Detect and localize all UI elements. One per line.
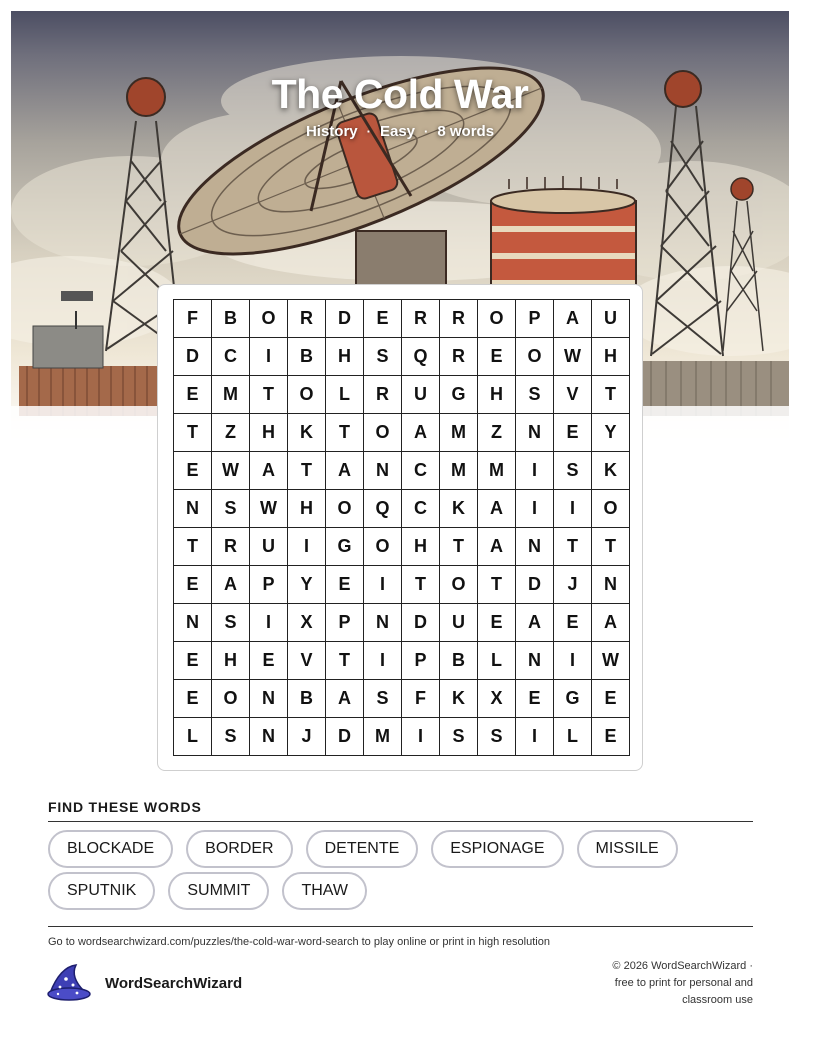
grid-cell[interactable]: E [516,680,554,718]
grid-cell[interactable]: T [592,376,630,414]
word-chip[interactable]: MISSILE [577,830,678,868]
grid-cell[interactable]: S [212,718,250,756]
difficulty-label: Easy [379,123,416,140]
grid-cell[interactable]: O [364,414,402,452]
grid-cell[interactable]: T [326,642,364,680]
word-row [48,872,753,910]
grid-cell[interactable]: V [554,376,592,414]
grid-cell[interactable]: H [592,338,630,376]
grid-cell[interactable]: M [478,452,516,490]
grid-cell[interactable]: B [288,338,326,376]
grid-cell[interactable]: M [364,718,402,756]
grid-cell[interactable]: I [364,642,402,680]
grid-cell[interactable]: X [478,680,516,718]
grid-cell[interactable]: N [174,604,212,642]
grid-cell[interactable]: W [554,338,592,376]
grid-cell[interactable]: M [440,414,478,452]
grid-cell[interactable]: I [516,452,554,490]
grid-cell[interactable]: A [250,452,288,490]
grid-cell[interactable]: L [326,376,364,414]
grid-cell[interactable]: R [364,376,402,414]
grid-cell[interactable]: K [440,680,478,718]
grid-cell[interactable]: L [478,642,516,680]
copyright-line: classroom use [682,994,753,1006]
grid-cell[interactable]: E [174,566,212,604]
grid-cell[interactable]: H [212,642,250,680]
grid-cell[interactable]: D [326,718,364,756]
grid-cell[interactable]: Z [212,414,250,452]
grid-cell[interactable]: W [592,642,630,680]
grid-cell[interactable]: F [174,300,212,338]
grid-cell[interactable]: S [364,338,402,376]
grid-cell[interactable]: H [326,338,364,376]
grid-cell[interactable]: E [592,680,630,718]
grid-cell[interactable]: E [174,680,212,718]
grid-cell[interactable]: R [402,300,440,338]
grid-cell[interactable]: E [554,604,592,642]
grid-cell[interactable]: H [250,414,288,452]
grid-cell[interactable]: P [402,642,440,680]
grid-cell[interactable]: O [364,528,402,566]
grid-cell[interactable]: A [326,452,364,490]
grid-cell[interactable]: E [174,642,212,680]
grid-cell[interactable]: B [212,300,250,338]
grid-cell[interactable]: N [364,452,402,490]
grid-cell[interactable]: P [326,604,364,642]
grid-cell[interactable]: G [326,528,364,566]
grid-cell[interactable]: T [174,528,212,566]
grid-cell[interactable]: A [478,490,516,528]
grid-cell[interactable]: J [288,718,326,756]
grid-cell[interactable]: K [440,490,478,528]
grid-cell[interactable]: C [212,338,250,376]
grid-cell[interactable]: E [174,452,212,490]
grid-cell[interactable]: R [440,338,478,376]
word-list [48,830,753,914]
play-online-link[interactable]: Go to wordsearchwizard.com/puzzles/the-cold-war-word-search to play online or print in high resolution [48,936,550,948]
brand-logo[interactable] [46,963,242,1003]
grid-cell[interactable]: D [174,338,212,376]
grid-cell[interactable]: I [516,718,554,756]
grid-cell[interactable]: D [516,566,554,604]
grid-cell[interactable]: A [212,566,250,604]
grid-cell[interactable]: T [250,376,288,414]
grid-cell[interactable]: H [402,528,440,566]
grid-cell[interactable]: A [478,528,516,566]
word-row [48,830,753,868]
wizard-hat-icon [46,963,92,1003]
grid-cell[interactable]: A [516,604,554,642]
grid-cell[interactable]: S [516,376,554,414]
divider [48,926,753,927]
category-label: History [305,123,358,140]
word-chip[interactable]: BLOCKADE [48,830,173,868]
grid-cell[interactable]: I [516,490,554,528]
grid-cell[interactable]: X [288,604,326,642]
grid-cell[interactable]: O [326,490,364,528]
grid-cell[interactable]: T [440,528,478,566]
grid-cell[interactable]: S [212,604,250,642]
grid-cell[interactable]: O [288,376,326,414]
grid-cell[interactable]: S [364,680,402,718]
grid-cell[interactable]: E [364,300,402,338]
grid-cell[interactable]: Z [478,414,516,452]
grid-cell[interactable]: K [288,414,326,452]
grid-cell[interactable]: I [554,642,592,680]
grid-cell[interactable]: Q [364,490,402,528]
copyright-line: © 2026 WordSearchWizard · [612,960,753,972]
grid-cell[interactable]: H [288,490,326,528]
meta-separator: · [366,124,371,139]
grid-cell[interactable]: O [250,300,288,338]
meta-separator: · [424,124,429,139]
grid-cell[interactable]: R [212,528,250,566]
grid-cell[interactable]: E [554,414,592,452]
grid-cell[interactable]: H [478,376,516,414]
word-chip[interactable]: SUMMIT [168,872,269,910]
grid-cell[interactable]: O [440,566,478,604]
word-chip[interactable]: ESPIONAGE [431,830,563,868]
grid-cell[interactable]: O [212,680,250,718]
grid-cell[interactable]: E [478,338,516,376]
grid-cell[interactable]: N [592,566,630,604]
brand-name: WordSearchWizard [105,974,243,992]
grid-cell[interactable]: M [440,452,478,490]
puzzle-card [157,284,643,771]
divider [48,821,753,822]
grid-cell[interactable]: C [402,490,440,528]
grid-cell[interactable]: A [592,604,630,642]
word-chip[interactable]: SPUTNIK [48,872,155,910]
grid-cell[interactable]: A [326,680,364,718]
grid-cell[interactable]: P [516,300,554,338]
grid-cell[interactable]: G [440,376,478,414]
grid-cell[interactable]: O [516,338,554,376]
word-chip[interactable]: DETENTE [306,830,419,868]
grid-cell[interactable]: Y [592,414,630,452]
grid-cell[interactable]: E [250,642,288,680]
grid-cell[interactable]: N [516,528,554,566]
grid-cell[interactable]: B [440,642,478,680]
grid-cell[interactable]: U [592,300,630,338]
puzzle-meta [11,123,789,140]
grid-cell[interactable]: P [250,566,288,604]
word-count-label: 8 words [437,123,495,140]
grid-cell[interactable]: A [402,414,440,452]
grid-cell[interactable]: O [478,300,516,338]
grid-cell[interactable]: T [326,414,364,452]
copyright-line: free to print for personal and [614,977,753,989]
grid-cell[interactable]: N [250,680,288,718]
grid-cell[interactable]: E [326,566,364,604]
grid-cell[interactable]: I [364,566,402,604]
grid-cell[interactable]: N [250,718,288,756]
grid-cell[interactable]: T [592,528,630,566]
grid-cell[interactable]: I [250,338,288,376]
word-chip[interactable]: BORDER [186,830,292,868]
grid-cell[interactable]: Q [402,338,440,376]
grid-cell[interactable]: S [212,490,250,528]
grid-cell[interactable]: A [554,300,592,338]
word-chip[interactable]: THAW [282,872,367,910]
grid-cell[interactable]: G [554,680,592,718]
grid-cell[interactable]: D [402,604,440,642]
grid-cell[interactable]: S [478,718,516,756]
grid-cell[interactable]: N [364,604,402,642]
copyright-notice [553,958,753,1009]
grid-cell[interactable]: I [288,528,326,566]
grid-cell[interactable]: L [554,718,592,756]
grid-cell[interactable]: L [174,718,212,756]
grid-cell[interactable]: Y [288,566,326,604]
grid-cell[interactable]: U [402,376,440,414]
grid-cell[interactable]: I [250,604,288,642]
grid-cell[interactable]: T [402,566,440,604]
grid-cell[interactable]: B [288,680,326,718]
grid-cell[interactable]: T [174,414,212,452]
puzzle-title: The Cold War [271,71,529,117]
grid-cell[interactable]: T [478,566,516,604]
grid-cell[interactable]: N [516,642,554,680]
grid-cell[interactable]: N [174,490,212,528]
grid-cell[interactable]: J [554,566,592,604]
grid-cell[interactable]: E [478,604,516,642]
grid-cell[interactable]: S [440,718,478,756]
grid-cell[interactable]: R [440,300,478,338]
grid-cell[interactable]: S [554,452,592,490]
grid-cell[interactable]: D [326,300,364,338]
grid-cell[interactable]: E [174,376,212,414]
grid-cell[interactable]: V [288,642,326,680]
grid-cell[interactable]: T [554,528,592,566]
grid-cell[interactable]: I [554,490,592,528]
grid-cell[interactable]: W [250,490,288,528]
grid-cell[interactable]: U [440,604,478,642]
grid-cell[interactable]: I [402,718,440,756]
grid-cell[interactable]: O [592,490,630,528]
grid-cell[interactable]: N [516,414,554,452]
word-list-heading: FIND THESE WORDS [48,799,202,815]
grid-cell[interactable]: F [402,680,440,718]
grid-cell[interactable]: R [288,300,326,338]
grid-cell[interactable]: T [288,452,326,490]
grid-cell[interactable]: K [592,452,630,490]
grid-cell[interactable]: M [212,376,250,414]
grid-cell[interactable]: C [402,452,440,490]
grid-cell[interactable]: E [592,718,630,756]
grid-cell[interactable]: W [212,452,250,490]
grid-cell[interactable]: U [250,528,288,566]
letter-grid[interactable] [173,299,630,756]
